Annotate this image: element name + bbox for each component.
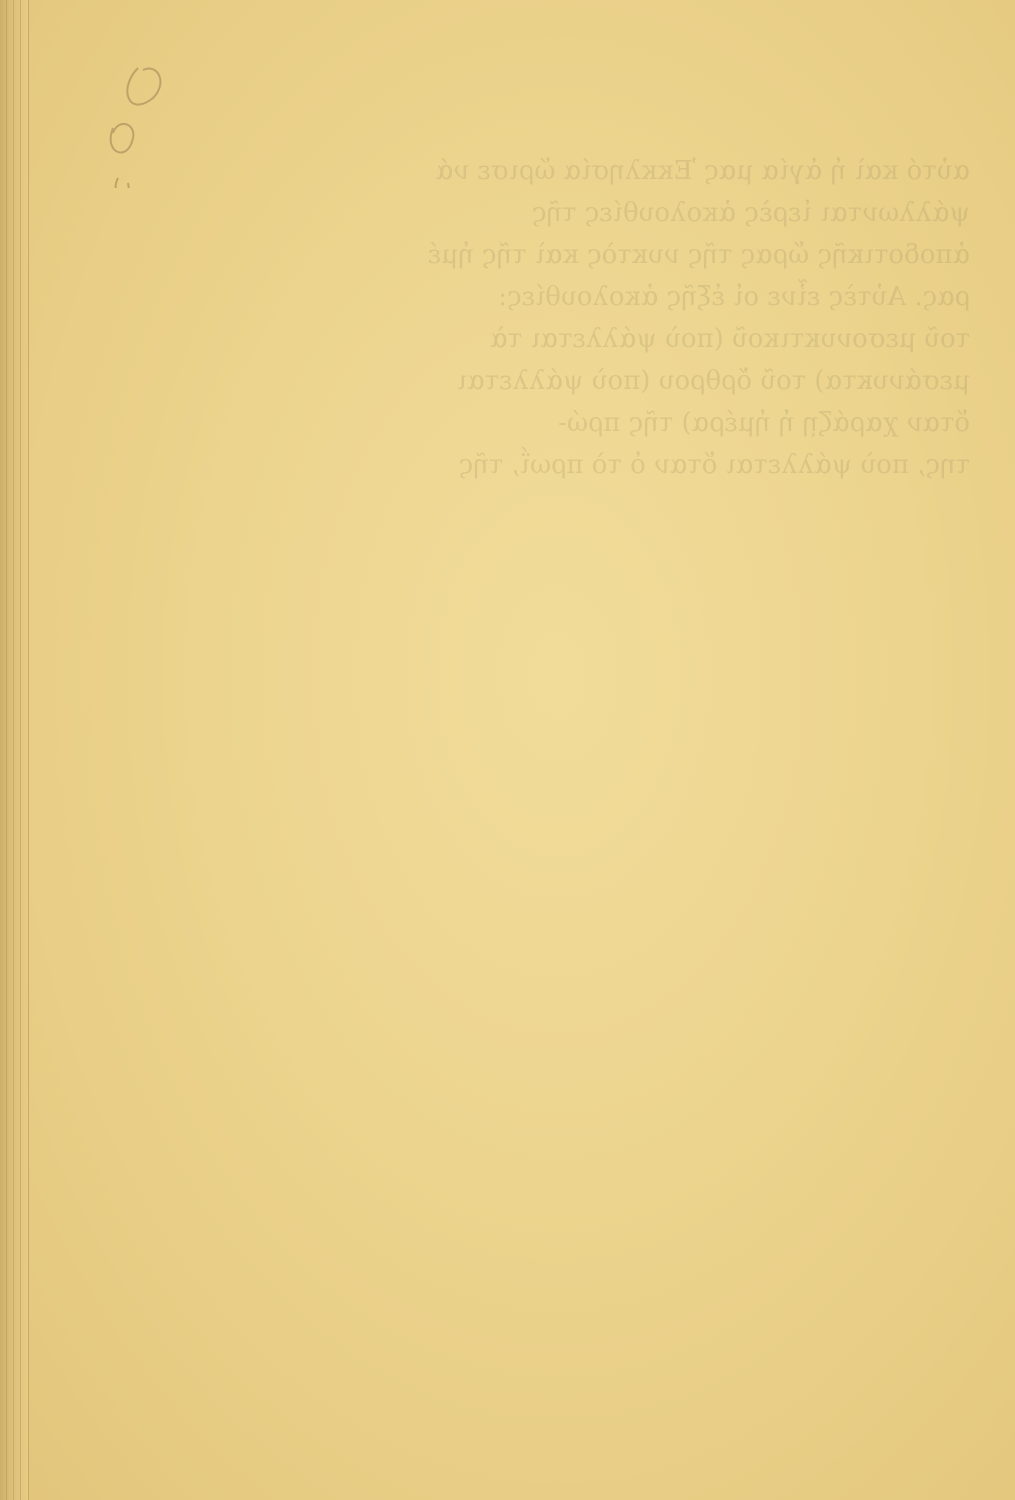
bleed-through-text: αὐτό καὶ ἡ ἁγία μας Ἐκκλησία ὥρισε νά ψάλλωνται ἱερὲς ἀκολουθίες τῆς ἀποδοτικῆς ὥρας τῆς νυκτὸς καὶ τῆς ἡμέ ρας. Αὐτὲς εἶνε οἱ ἑξῆς ἀκολουθίες: τοῦ μεσονυκτικοῦ (ποὺ ψάλλεται τὰ μεσάνυκτα) τοῦ ὄρθρου (ποὺ ψάλλεται ὅταν χαράζῃ ἡ ἡμέρα) τῆς πρώ- της, ποὺ ψάλλεται ὅταν ὁ τὸ πρωΐ, τῆς: [427, 156, 970, 480]
page-stack-edge: [0, 0, 29, 1500]
page-edge-line: [20, 0, 21, 1500]
page-edge-line: [6, 0, 7, 1500]
decorative-band-icon: [228, 44, 963, 76]
page-edge-line: [13, 0, 14, 1500]
pencil-mark-icon: [98, 58, 188, 188]
